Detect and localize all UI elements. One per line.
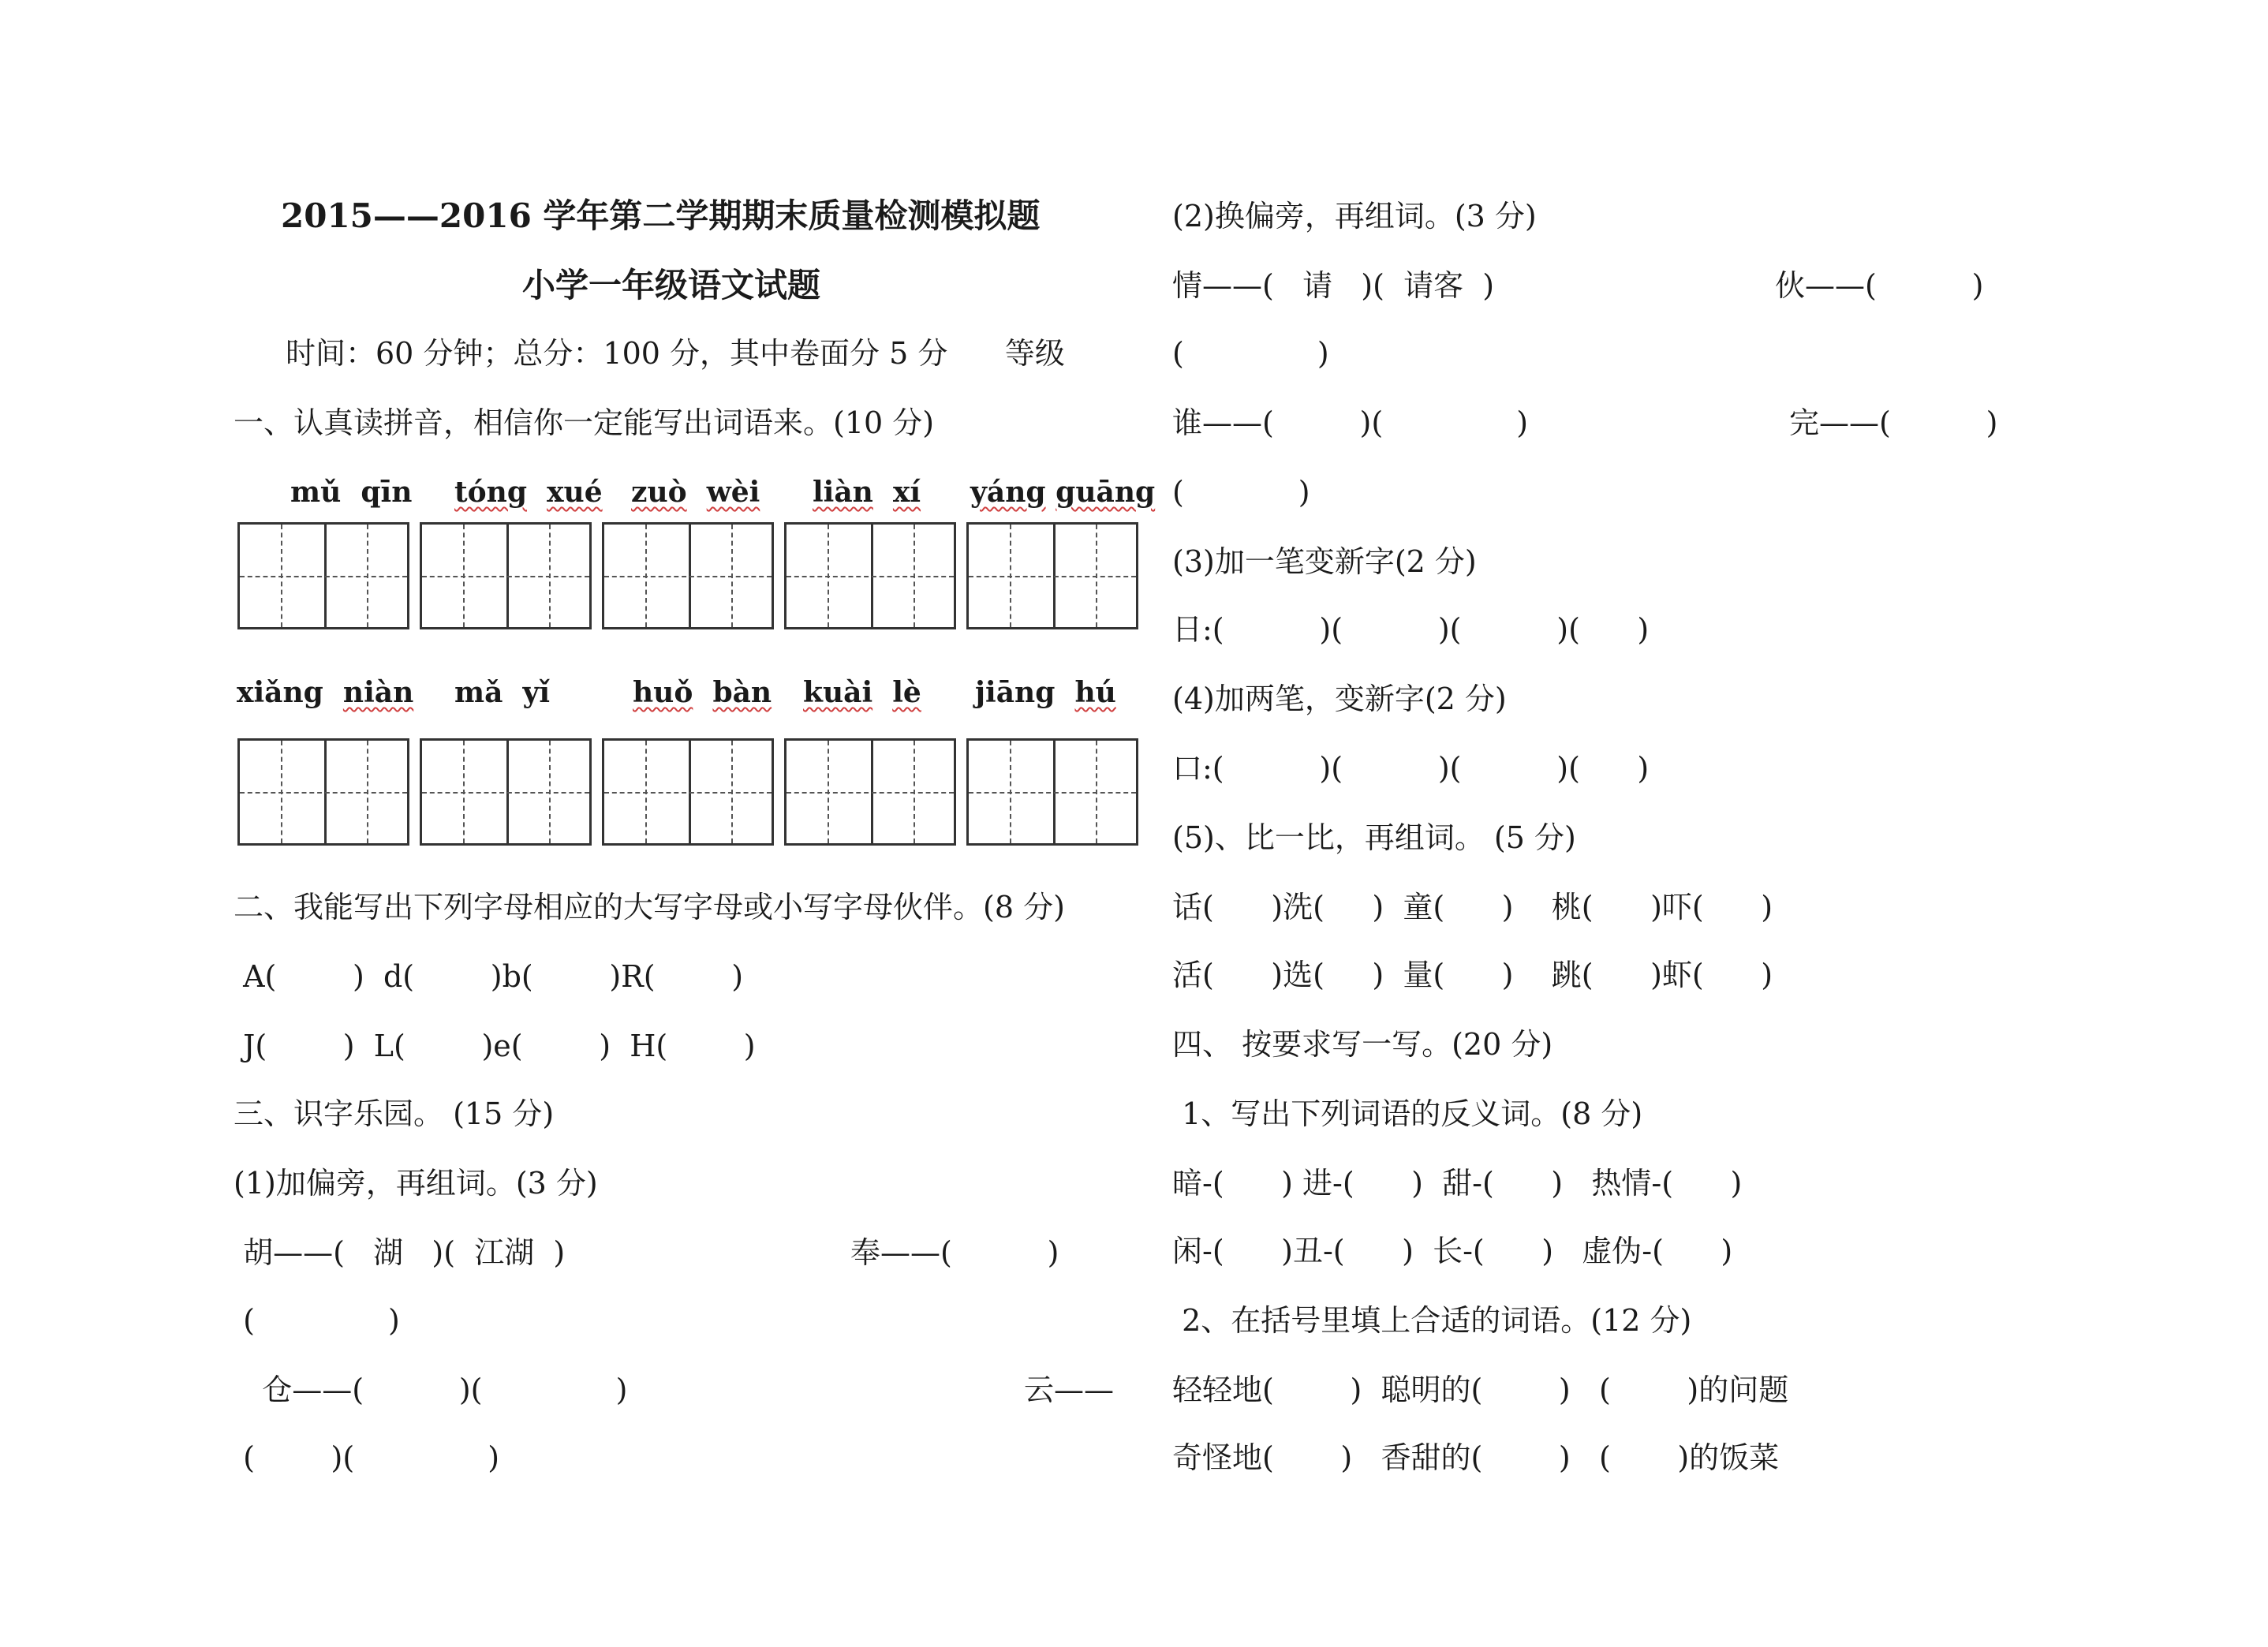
radical-line-4[interactable]: ( )( ) [234, 1440, 500, 1475]
section3-heading: 三、识字乐园。 (15 分) [234, 1096, 555, 1131]
radical-line-3a[interactable]: 仓——( )( ) [234, 1372, 628, 1407]
radical-line-3b[interactable]: 云—— [1024, 1372, 1115, 1407]
writing-grid[interactable] [237, 522, 409, 629]
pinyin-5: yáng guāng [970, 476, 1156, 509]
section1-heading: 一、认真读拼音，相信你一定能写出词语来。(10 分) [234, 405, 935, 440]
pinyin-1: mǔ qīn [290, 476, 413, 509]
pinyin-8: huǒ bàn [633, 676, 772, 709]
pinyin-10: jiāng hú [975, 676, 1116, 709]
compare-line-2[interactable]: 活( )选( ) 量( ) 跳( )虾( ) [1172, 958, 1773, 992]
antonym-line-1[interactable]: 暗-( ) 进-( ) 甜-( ) 热情-( ) [1172, 1166, 1743, 1201]
swap-line-3a[interactable]: 谁——( )( ) [1172, 405, 1529, 440]
radical-line-1b[interactable]: 奉——( ) [850, 1235, 1059, 1270]
add-two-strokes-line[interactable]: 口:( )( )( )( ) [1172, 751, 1650, 786]
add-stroke-line[interactable]: 日:( )( )( )( ) [1172, 612, 1650, 647]
section4-sub2: 2、在括号里填上合适的词语。(12 分) [1172, 1303, 1692, 1338]
writing-grid[interactable] [784, 738, 956, 846]
writing-grid[interactable] [966, 738, 1138, 846]
writing-grid[interactable] [237, 738, 409, 846]
swap-line-4[interactable]: ( ) [1172, 475, 1310, 510]
antonym-line-2[interactable]: 闲-( )丑-( ) 长-( ) 虚伪-( ) [1172, 1234, 1733, 1268]
section3-sub2: (2)换偏旁，再组词。(3 分) [1172, 199, 1537, 233]
writing-grid[interactable] [602, 738, 774, 846]
pinyin-3: zuò wèi [631, 476, 760, 509]
section3-sub3: (3)加一笔变新字(2 分) [1172, 544, 1477, 579]
radical-line-2[interactable]: ( ) [234, 1303, 400, 1338]
fill-words-line-2[interactable]: 奇怪地( ) 香甜的( ) ( )的饭菜 [1172, 1440, 1780, 1475]
section2-heading: 二、我能写出下列字母相应的大写字母或小写字母伙伴。(8 分) [234, 890, 1065, 924]
writing-grid[interactable] [420, 738, 592, 846]
section4-sub1: 1、写出下列词语的反义词。(8 分) [1172, 1096, 1643, 1131]
exam-title: 2015——2016 学年第二学期期末质量检测模拟题 [281, 196, 1041, 235]
fill-words-line-1[interactable]: 轻轻地( ) 聪明的( ) ( )的问题 [1172, 1372, 1789, 1407]
compare-line-1[interactable]: 话( )洗( ) 童( ) 桃( )吓( ) [1172, 890, 1773, 924]
section4-heading: 四、 按要求写一写。(20 分) [1172, 1027, 1553, 1062]
swap-line-1a[interactable]: 情——( 请 )( 请客 ) [1172, 268, 1495, 303]
pinyin-6: xiǎng niàn [237, 676, 414, 709]
swap-line-1b[interactable]: 伙——( ) [1775, 268, 1984, 303]
writing-grid[interactable] [420, 522, 592, 629]
pinyin-7: mǎ yǐ [454, 676, 551, 709]
swap-line-3b[interactable]: 完——( ) [1789, 405, 1998, 440]
pinyin-4: liàn xí [813, 476, 921, 509]
radical-line-1a[interactable]: 胡——( 湖 )( 江湖 ) [234, 1235, 566, 1270]
writing-grid[interactable] [784, 522, 956, 629]
writing-grid[interactable] [966, 522, 1138, 629]
letters-line-1[interactable]: A( ) d( )b( )R( ) [234, 959, 744, 994]
pinyin-2: tóng xué [454, 476, 603, 509]
exam-info: 时间：60 分钟；总分：100 分，其中卷面分 5 分 等级 [286, 336, 1065, 371]
letters-line-2[interactable]: J( ) L( )e( ) H( ) [234, 1029, 756, 1063]
section3-sub1: (1)加偏旁，再组词。(3 分) [234, 1166, 598, 1201]
pinyin-9: kuài lè [803, 676, 921, 709]
swap-line-2[interactable]: ( ) [1172, 336, 1329, 371]
section3-sub4: (4)加两笔，变新字(2 分) [1172, 682, 1507, 716]
section3-sub5: (5)、比一比，再组词。 (5 分) [1172, 820, 1576, 855]
exam-subtitle: 小学一年级语文试题 [522, 266, 821, 304]
writing-grid[interactable] [602, 522, 774, 629]
